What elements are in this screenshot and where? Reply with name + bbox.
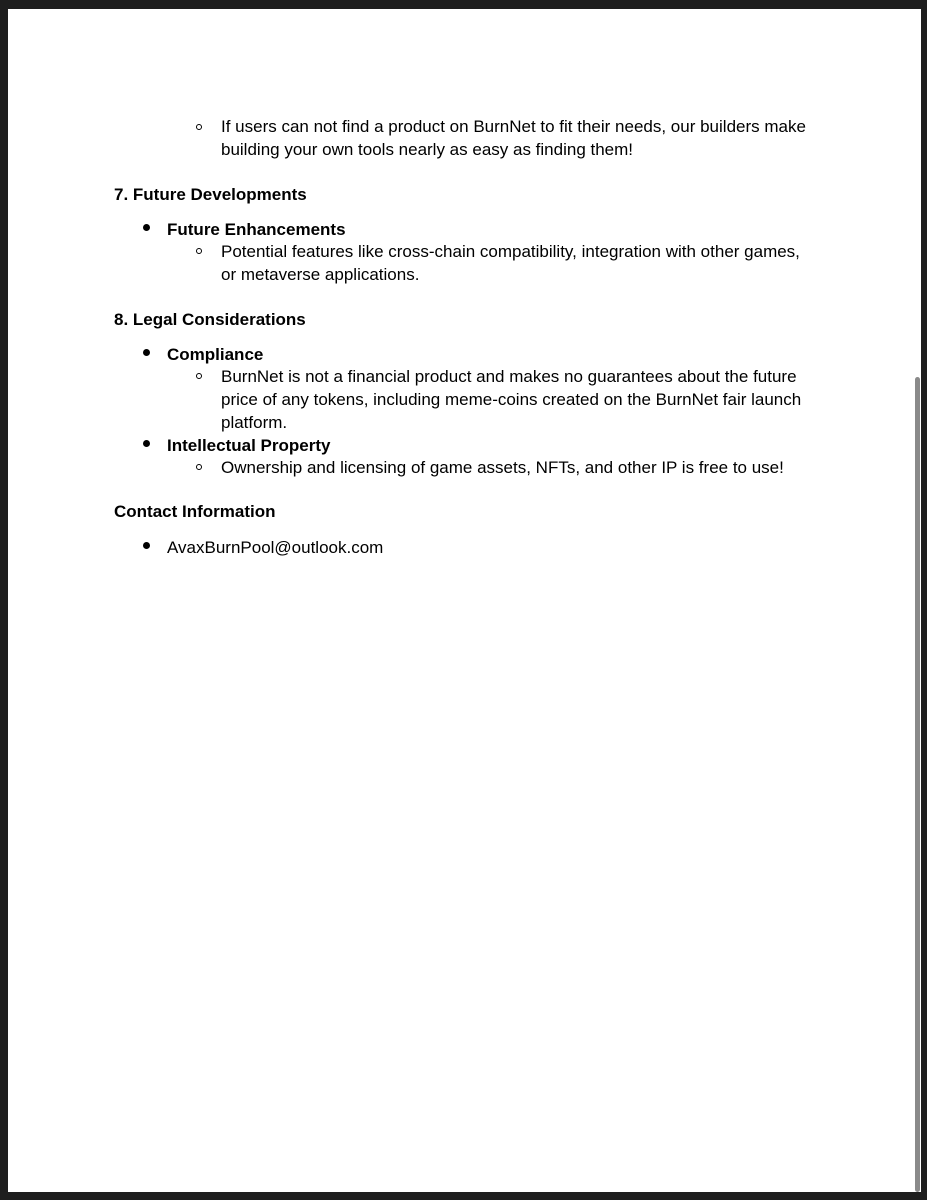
sub-bullet-text: BurnNet is not a financial product and makes no guarantees about the future (221, 367, 797, 386)
list-item-label: Compliance (167, 345, 264, 364)
sub-bullet-text: price of any tokens, including meme-coins created on the BurnNet fair launch (221, 390, 802, 409)
document-page (8, 9, 913, 1192)
section-heading-contact-information: Contact Information (114, 502, 276, 521)
sub-bullet-text: or metaverse applications. (221, 265, 420, 284)
sub-bullet-text: building your own tools nearly as easy as finding them! (221, 140, 634, 159)
hollow-bullet-icon (196, 248, 202, 254)
hollow-bullet-icon (196, 124, 202, 130)
hollow-bullet-icon (196, 373, 202, 379)
scrollbar-track[interactable] (913, 9, 921, 1192)
list-item-label: Intellectual Property (167, 436, 331, 455)
sub-bullet-text: If users can not find a product on BurnNet to fit their needs, our builders make (221, 117, 806, 136)
scrollbar-thumb[interactable] (915, 377, 920, 1192)
filled-bullet-icon (143, 224, 150, 231)
list-item-label: Future Enhancements (167, 220, 346, 239)
sub-bullet-text: platform. (221, 413, 288, 432)
contact-email: AvaxBurnPool@outlook.com (167, 538, 384, 557)
sub-bullet-text: Ownership and licensing of game assets, NFTs, and other IP is free to use! (221, 458, 784, 477)
section-heading-legal-considerations: 8. Legal Considerations (114, 310, 306, 329)
filled-bullet-icon (143, 542, 150, 549)
filled-bullet-icon (143, 349, 150, 356)
sub-bullet-text: Potential features like cross-chain compatibility, integration with other games, (221, 242, 800, 261)
filled-bullet-icon (143, 440, 150, 447)
section-heading-future-developments: 7. Future Developments (114, 185, 307, 204)
hollow-bullet-icon (196, 464, 202, 470)
